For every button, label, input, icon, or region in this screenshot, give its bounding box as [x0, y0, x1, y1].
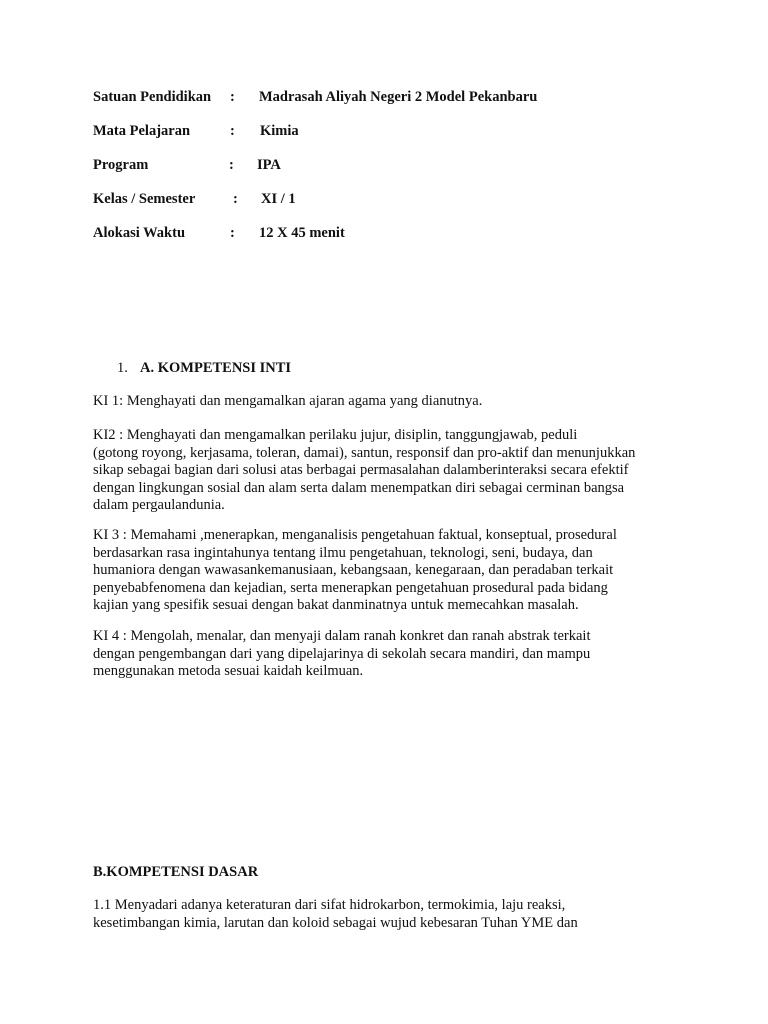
meta-colon: : [230, 123, 235, 139]
meta-label: Program [93, 157, 149, 173]
section-b-heading: B.KOMPETENSI DASAR [93, 864, 259, 880]
meta-label: Satuan Pendidikan [93, 89, 212, 105]
meta-value: IPA [257, 157, 281, 173]
ki-3-paragraph: KI 3 : Memahami ,menerapkan, menganalisis pengetahuan faktual, konseptual, prosedural berdasarkan rasa ingintahunya tentang ilmu pengetahuan, teknologi, seni, budaya, dan humaniora dengan wawasankemanusiaan, kebangsaan, kenegaraan, dan peradaban terkait penyebabfenomena dan kejadian, serta menerapkan pengetahuan prosedural pada bidang kajian yang spesifik sesuai dengan bakat danminatnya untuk memecahkan masalah. [93, 527, 617, 614]
meta-value: Madrasah Aliyah Negeri 2 Model Pekanbaru [259, 89, 538, 105]
meta-value: Kimia [260, 123, 299, 139]
meta-value: 12 X 45 menit [259, 225, 345, 241]
meta-value: XI / 1 [261, 191, 296, 207]
meta-colon: : [233, 191, 238, 207]
meta-colon: : [230, 225, 235, 241]
ki-4-paragraph: KI 4 : Mengolah, menalar, dan menyaji dalam ranah konkret dan ranah abstrak terkait dengan pengembangan dari yang dipelajarinya di sekolah secara mandiri, dan mampu menggunakan metoda sesuai kaidah keilmuan. [93, 628, 591, 680]
section-a-title: A. KOMPETENSI INTI [140, 360, 292, 376]
meta-colon: : [229, 157, 234, 173]
meta-label: Kelas / Semester [93, 191, 196, 207]
meta-label: Mata Pelajaran [93, 123, 191, 139]
meta-label: Alokasi Waktu [93, 225, 186, 241]
ki-1-paragraph: KI 1: Menghayati dan mengamalkan ajaran agama yang dianutnya. [93, 393, 483, 409]
meta-colon: : [230, 89, 235, 105]
section-a-number: 1. [117, 360, 128, 376]
ki-2-paragraph: KI2 : Menghayati dan mengamalkan perilaku jujur, disiplin, tanggungjawab, peduli (gotong royong, kerjasama, toleran, damai), santun, responsif dan pro-aktif dan menunjukkan sikap sebagai bagian dari solusi atas berbagai permasalahan dalamberinteraksi secara efektif dengan lingkungan sosial dan alam serta dalam menempatkan diri sebagai cerminan bangsa dalam pergaulandunia. [93, 427, 636, 514]
kd-1-1-paragraph: 1.1 Menyadari adanya keteraturan dari sifat hidrokarbon, termokimia, laju reaksi, kesetimbangan kimia, larutan dan koloid sebagai wujud kebesaran Tuhan YME dan [93, 897, 578, 931]
